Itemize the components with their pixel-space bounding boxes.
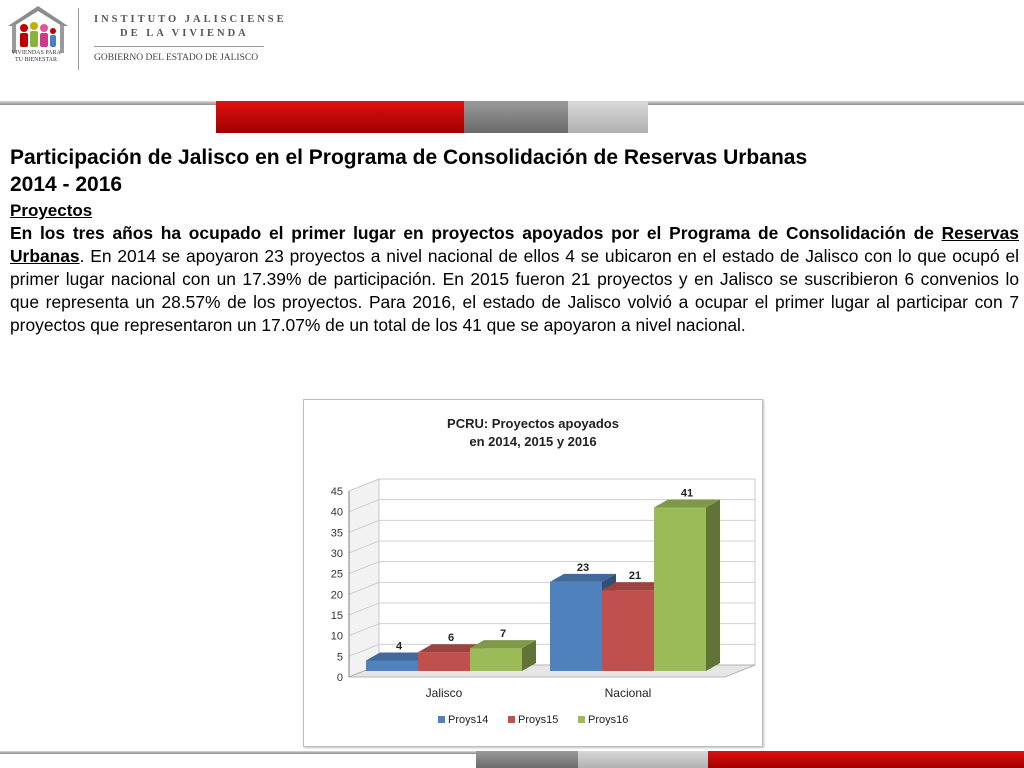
legend-label: Proys16 — [588, 714, 629, 726]
y-tick-label: 40 — [330, 506, 343, 519]
data-label: 41 — [680, 487, 694, 500]
y-tick-label: 20 — [330, 589, 343, 602]
org-name-line1: INSTITUTO JALISCIENSE — [94, 14, 287, 25]
y-tick-label: 0 — [336, 672, 343, 684]
legend-label: Proys14 — [448, 714, 489, 726]
x-category-label: Jalisco — [425, 686, 463, 700]
house-family-logo-icon — [4, 4, 72, 56]
legend-swatch-proys16 — [578, 716, 585, 723]
bar-proys14-nacional — [550, 582, 602, 671]
data-label: 23 — [576, 561, 590, 574]
data-label: 6 — [447, 632, 455, 645]
bar-proys15-nacional — [602, 590, 654, 671]
bar-chart — [304, 400, 762, 746]
accent-bar-lightgray — [568, 101, 648, 133]
legend-swatch-proys14 — [438, 716, 445, 723]
bar-proys14-jalisco — [366, 660, 418, 671]
slide-title: Participación de Jalisco en el Programa de Consolidación de Reservas Urbanas 2014 - 2016 — [10, 146, 808, 196]
data-label: 21 — [628, 570, 642, 583]
footer-bar-lightgray — [578, 751, 708, 768]
body-paragraph: En los tres años ha ocupado el primer lugar en proyectos apoyados por el Programa de Consolidación de Reservas Urbanas. En 2014 se apoyaron 23 proyectos a nivel nacional de ellos 4 se ubicaron en el estado de Jalisco con lo que ocupó el primer lugar nacional con un 17.39% de participación. En 2015 fueron 21 proyectos y en Jalisco se suscribieron 6 convenios lo que representa un 28.57% de los proyectos. Para 2016, el estado de Jalisco volvió a ocupar el primer lugar al participar con 7 proyectos que representaron un 17.07% de un total de los 41 que se apoyaron a nivel nacional. — [10, 223, 1019, 335]
chart-title: PCRU: Proyectos apoyados — [447, 416, 619, 431]
slide-content — [10, 144, 1019, 337]
legend-swatch-proys15 — [508, 716, 515, 723]
legend-label: Proys15 — [518, 714, 559, 726]
y-tick-label: 35 — [330, 527, 343, 540]
data-label: 4 — [395, 640, 403, 653]
logo-caption: VIVIENDAS PARA TU BIENESTAR — [11, 50, 61, 63]
y-tick-label: 30 — [330, 548, 343, 560]
bar-side-proys16-nacional — [706, 500, 720, 671]
section-subtitle: Proyectos — [10, 201, 93, 220]
chart-side-wall — [349, 479, 379, 677]
bar-proys16-nacional — [654, 508, 706, 671]
y-tick-label: 5 — [336, 651, 343, 664]
y-tick-label: 10 — [330, 630, 343, 643]
header — [0, 0, 1024, 80]
government-name: GOBIERNO DEL ESTADO DE JALISCO — [94, 53, 259, 63]
footer-bar-red — [708, 751, 1024, 768]
chart-subtitle: en 2014, 2015 y 2016 — [469, 434, 597, 449]
org-underline — [94, 46, 264, 47]
y-tick-label: 15 — [330, 610, 343, 622]
bar-proys16-jalisco — [470, 648, 522, 671]
bar-proys15-jalisco — [418, 652, 470, 671]
x-category-label: Nacional — [604, 686, 652, 700]
y-tick-label: 25 — [330, 568, 343, 581]
org-name-line2: DE LA VIVIENDA — [120, 28, 249, 39]
y-tick-label: 45 — [330, 486, 343, 498]
accent-bar-gray — [464, 101, 568, 133]
accent-bar-gray-thin-left — [0, 101, 216, 105]
footer-bar-gray — [476, 751, 578, 768]
accent-bar-gray-thin-right — [648, 101, 1024, 105]
header-divider — [78, 8, 79, 70]
footer-bar-gray-thin — [0, 751, 476, 754]
chart-frame — [303, 399, 763, 747]
accent-bar-red — [216, 101, 464, 133]
data-label: 7 — [499, 628, 507, 641]
